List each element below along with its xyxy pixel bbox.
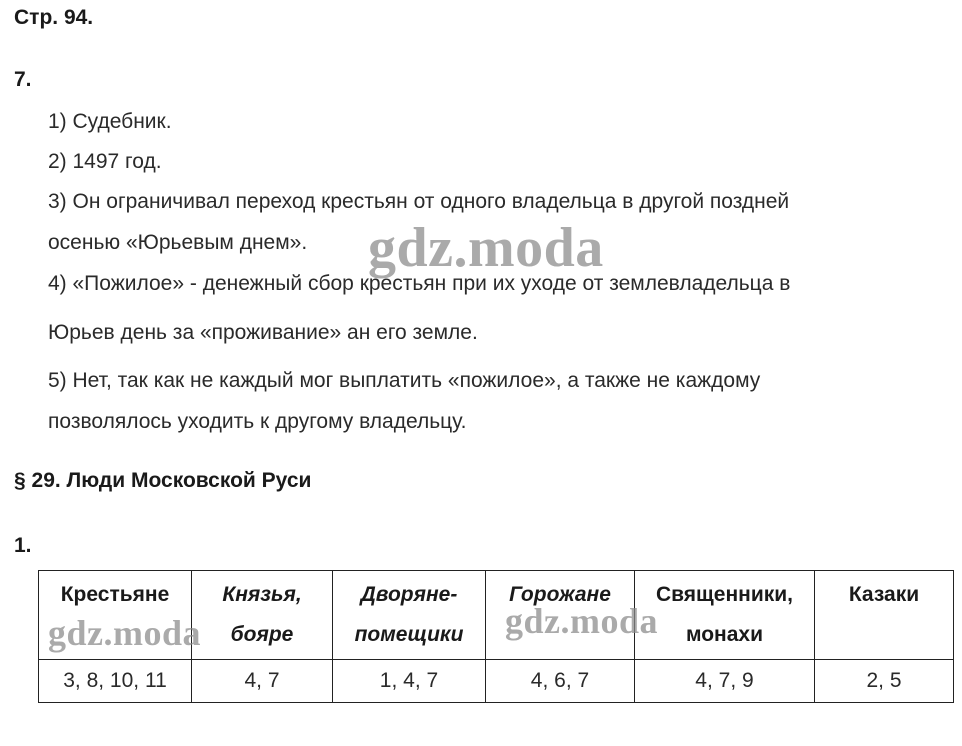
table-row: [39, 660, 954, 703]
column-header: Казаки: [815, 571, 954, 660]
watermark: gdz.moda: [48, 613, 202, 653]
watermark: gdz.moda: [368, 217, 604, 279]
table-cell: 1, 4, 7: [333, 660, 486, 703]
task-1-number: 1.: [14, 534, 32, 557]
answer-line-1: 1) Судебник.: [48, 110, 172, 133]
answer-line-4-cont: Юрьев день за «проживание» ан его земле.: [48, 321, 478, 344]
answer-line-3-cont: осенью «Юрьевым днем».: [48, 231, 308, 254]
answer-line-3: 3) Он ограничивал переход крестьян от одного владельца в другой поздней: [48, 190, 790, 213]
section-title: § 29. Люди Московской Руси: [14, 469, 312, 492]
table-cell: 2, 5: [815, 660, 954, 703]
column-header: Горожане: [486, 571, 635, 660]
column-header: Князья, бояре: [192, 571, 333, 660]
table-cell: 4, 7: [192, 660, 333, 703]
table-cell: 3, 8, 10, 11: [39, 660, 192, 703]
answer-line-5-cont: позволялось уходить к другому владельцу.: [48, 410, 467, 433]
answer-line-2: 2) 1497 год.: [48, 150, 162, 173]
watermark: gdz.moda: [505, 601, 659, 641]
column-header: Крестьяне: [39, 571, 192, 660]
page-reference: Стр. 94.: [14, 6, 94, 29]
column-header: Дворяне- помещики: [333, 571, 486, 660]
column-header: Священники, монахи: [635, 571, 815, 660]
task-7-number: 7.: [14, 68, 32, 91]
answer-line-4: 4) «Пожилое» - денежный сбор крестьян при их уходе от землевладельца в: [48, 272, 791, 295]
answer-line-5: 5) Нет, так как не каждый мог выплатить «пожилое», а также не каждому: [48, 369, 761, 392]
table-cell: 4, 6, 7: [486, 660, 635, 703]
table-cell: 4, 7, 9: [635, 660, 815, 703]
